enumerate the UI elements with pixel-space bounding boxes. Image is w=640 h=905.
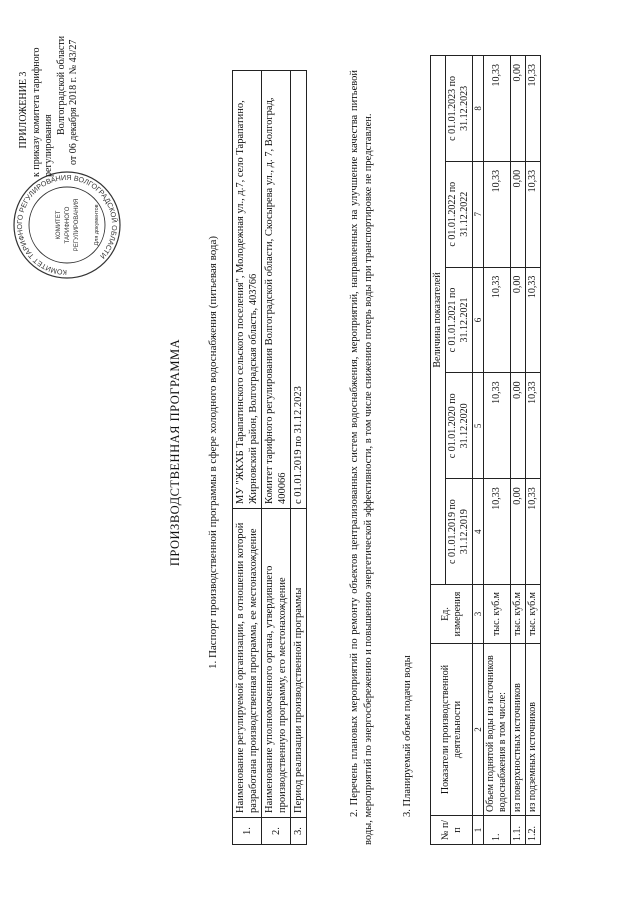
page-title: ПРОИЗВОДСТВЕННАЯ ПРОГРАММА xyxy=(168,338,182,567)
row-number: 1. xyxy=(484,816,511,845)
passport-row-number: 2. xyxy=(262,818,291,845)
column-index: 7 xyxy=(473,161,484,267)
passport-row-label: Наименование уполномоченного органа, утвердившего производственную программу, его местонахождение xyxy=(262,509,291,818)
row-value: 10,33 xyxy=(484,373,511,479)
row-number: 1.1. xyxy=(511,816,526,845)
svg-text:РЕГУЛИРОВАНИЯ: РЕГУЛИРОВАНИЯ xyxy=(74,198,80,252)
passport-row-number: 1. xyxy=(233,818,262,845)
water-volume-table xyxy=(430,55,541,845)
row-indicator-name: из поверхностных источников xyxy=(511,644,526,816)
row-value: 0,00 xyxy=(511,479,526,585)
row-value: 10,33 xyxy=(526,267,541,373)
passport-row-value: с 01.01.2019 по 31.12.2023 xyxy=(291,71,307,509)
row-value: 10,33 xyxy=(484,56,511,162)
row-indicator-name: Объем поднятой воды из источников водоснабжения в том числе: xyxy=(484,644,511,816)
period-header: с 01.01.2020 по 31.12.2020 xyxy=(446,373,473,479)
col-unit-header: Ед. измерения xyxy=(431,585,473,644)
column-index: 2 xyxy=(473,644,484,816)
row-unit: тыс. куб.м xyxy=(511,585,526,644)
passport-row-label: Период реализации производственной программы xyxy=(291,509,307,818)
row-value: 10,33 xyxy=(526,161,541,267)
svg-text:ТАРИФНОГО: ТАРИФНОГО xyxy=(65,206,71,244)
section-3-heading: 3. Планируемый объем подачи воды xyxy=(402,655,413,817)
passport-row xyxy=(262,71,291,845)
appendix-date-line: от 06 декабря 2018 г. № 43/27 xyxy=(68,39,79,165)
period-header: с 01.01.2023 по 31.12.2023 xyxy=(446,56,473,162)
row-unit: тыс. куб.м xyxy=(484,585,511,644)
svg-text:КОМИТЕТ: КОМИТЕТ xyxy=(56,210,62,240)
section-1-heading: 1. Паспорт производственной программы в сфере холодного водоснабжения (питьевая вода) xyxy=(207,235,219,670)
passport-row-number: 3. xyxy=(291,818,307,845)
column-index: 5 xyxy=(473,373,484,479)
period-header: с 01.01.2022 по 31.12.2022 xyxy=(446,161,473,267)
passport-row-label: Наименование регулируемой организации, в отношении которой разработана производственная программа, ее местонахождение xyxy=(233,509,262,818)
row-value: 10,33 xyxy=(526,479,541,585)
row-unit: тыс. куб.м xyxy=(526,585,541,644)
passport-row xyxy=(291,71,307,845)
row-indicator-name: из подземных источников xyxy=(526,644,541,816)
passport-row xyxy=(233,71,262,845)
row-value: 0,00 xyxy=(511,267,526,373)
stamp-ring-text: КОМИТЕТ ТАРИФНОГО РЕГУЛИРОВАНИЯ ВОЛГОГРАДСКОЙ ОБЛАСТИ xyxy=(14,172,120,278)
column-index: 1 xyxy=(473,816,484,845)
column-index: 8 xyxy=(473,56,484,162)
period-header: с 01.01.2019 по 31.12.2019 xyxy=(446,479,473,585)
col-num-header: № п/п xyxy=(431,816,473,845)
table-row xyxy=(526,56,541,845)
row-number: 1.2. xyxy=(526,816,541,845)
passport-row-value: Комитет тарифного регулирования Волгоградской области, Скосырева ул., д. 7, Волгоград, 400066 xyxy=(262,71,291,509)
row-value: 10,33 xyxy=(484,161,511,267)
table-row xyxy=(511,56,526,845)
section-2-paragraph: 2. Перечень плановых мероприятий по ремонту объектов централизованных систем водоснабжения, мероприятий, направленных на улучшение качества питьевой воды, мероприятий по энергосбережению и повышению энергетической эффективности, в том числе снижению потерь воды при транспортировке не представлен. xyxy=(349,70,374,845)
stamp-inner-text: Для документов xyxy=(94,204,100,246)
row-value: 10,33 xyxy=(484,479,511,585)
passport-table xyxy=(232,70,307,845)
table-row xyxy=(484,56,511,845)
period-header: с 01.01.2021 по 31.12.2021 xyxy=(446,267,473,373)
row-value: 0,00 xyxy=(511,56,526,162)
column-index: 4 xyxy=(473,479,484,585)
appendix-order-line: к приказу комитета тарифного регулирования xyxy=(30,47,54,177)
row-value: 0,00 xyxy=(511,161,526,267)
row-value: 0,00 xyxy=(511,373,526,479)
appendix-region-line: Волгоградской области xyxy=(55,35,67,135)
column-index: 6 xyxy=(473,267,484,373)
col-indicator-header: Показатели производственной деятельности xyxy=(431,644,473,816)
appendix-header xyxy=(18,15,81,285)
row-value: 10,33 xyxy=(484,267,511,373)
appendix-label: ПРИЛОЖЕНИЕ 3 xyxy=(18,71,29,149)
row-value: 10,33 xyxy=(526,56,541,162)
row-value: 10,33 xyxy=(526,373,541,479)
passport-row-value: МУ "ЖКХБ Тарапатинского сельского поселения", Молодежная ул., д.7, село Тарапатино, Жирновский район, Волгоградская область, 403766 xyxy=(233,71,262,509)
col-values-group-header: Величина показателей xyxy=(431,56,446,585)
column-index: 3 xyxy=(473,585,484,644)
